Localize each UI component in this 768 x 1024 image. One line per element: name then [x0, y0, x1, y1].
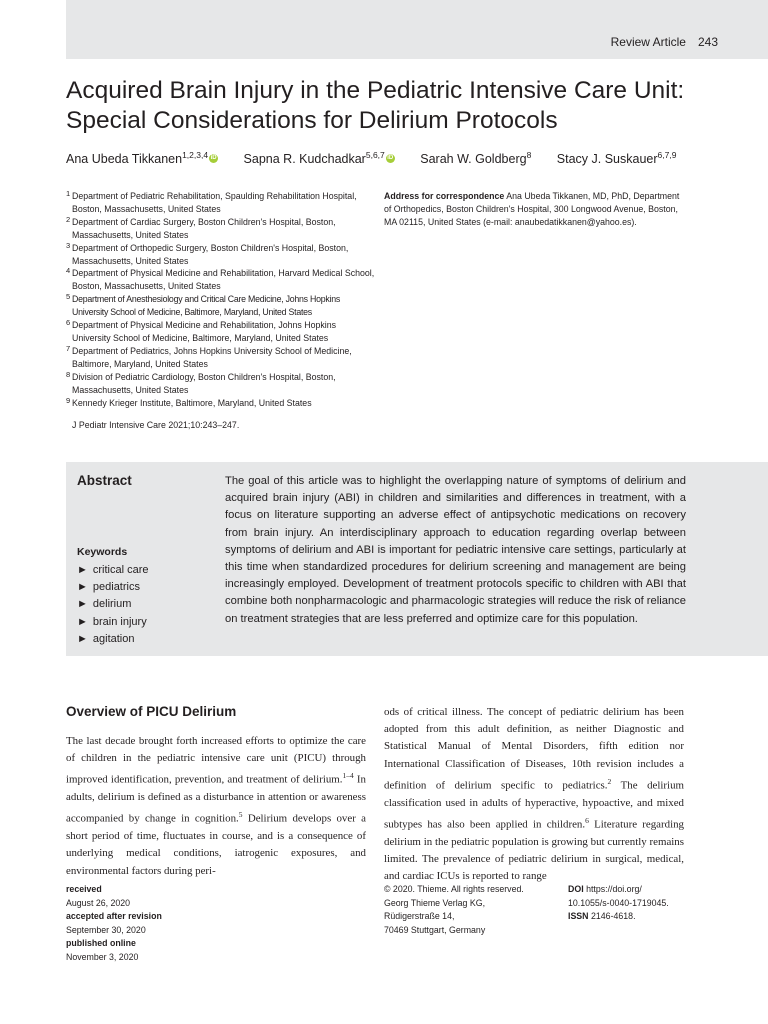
section-label: Review Article — [610, 35, 686, 49]
running-head — [611, 35, 718, 49]
arrow-icon: ► — [77, 581, 88, 594]
keyword-item[interactable]: ► delirium — [77, 598, 132, 611]
author[interactable]: Ana Ubeda Tikkanen$^{1,2,3,4}$ iD — [66, 150, 217, 167]
citation-ref[interactable]: 5 — [238, 810, 243, 820]
arrow-icon: ► — [77, 632, 88, 645]
affiliation: 7 Department of Pediatrics, Johns Hopkins University School of Medicine, Baltimore, Maryland, United States — [66, 343, 352, 369]
affiliation: 6 Department of Physical Medicine and Rehabilitation, Johns Hopkins University School of Medicine, Baltimore, Maryland, United States — [66, 318, 337, 343]
affiliation: 1 Department of Pediatric Rehabilitation, Spaulding Rehabilitation Hospital, Boston, Massachusetts, United States — [66, 189, 357, 214]
published-date: November 3, 2020 — [66, 951, 139, 962]
received-date: August 26, 2020 — [66, 897, 131, 908]
keyword-item[interactable]: ► critical care — [77, 564, 149, 576]
arrow-icon: ► — [77, 564, 88, 576]
body-text-left: The last decade brought forth increased efforts to optimize the care of children in the pediatric intensive care unit (PICU) through improved identification, prevention, and treatment of delirium.$^{1-4}$ In adults, delirium is defined as a disturbance in attention or awareness accompanied by change in cognition.$^5$ Delirium develops over a short period of time, fluctuates in course, and is a consequence of underlying medical conditions, iatrogenic exposures, and environmental factors during peri- — [66, 735, 366, 877]
affiliation: 8 Division of Pediatric Cardiology, Boston Children's Hospital, Boston, Massachusetts, United States — [66, 369, 336, 395]
correspondence-text: Ana Ubeda Tikkanen, MD, PhD, Department of Orthopedics, Boston Children's Hospital, 300 Longwood Avenue, Boston, MA 02115, United States (e-mail: anaubedatikkanen@yahoo.es). — [384, 191, 680, 227]
author[interactable]: Stacy J. Suskauer$^{6,7,9}$ — [556, 150, 677, 167]
affiliation: 9 Kennedy Krieger Institute, Baltimore, Maryland, United States — [66, 395, 312, 408]
abstract-text: The goal of this article was to highlight the overlapping nature of symptoms of delirium and acquired brain injury (ABI) in children and similarities and differences in treatment, with a focus on literature supporting an adverse effect of antipsychotic medications on recovery from brain injury. An interdisciplinary approach to education regarding overlap between symptoms of delirium and ABI is important for pediatric intensive care settings, particularly at this time when standardized procedures for delirium screening and management are being increasingly employed. Development of treatment protocols specific to children with ABI that combine both nonpharmacologic and pharmacologic strategies will reduce the risk of reliance on treatment strategies that are less preferred and optimize care for this population. — [225, 475, 686, 625]
citation-ref[interactable]: 6 — [585, 815, 589, 825]
affiliation: 2 Department of Cardiac Surgery, Boston Children's Hospital, Boston, Massachusetts, United States — [66, 214, 336, 240]
correspondence-label: Address for correspondence — [384, 191, 505, 201]
citation-ref[interactable]: 1–4 — [342, 771, 354, 781]
keywords-heading: Keywords — [77, 546, 128, 558]
arrow-icon: ► — [77, 615, 88, 628]
keyword-item[interactable]: ► pediatrics — [77, 581, 140, 594]
affiliation: 5 Department of Anesthesiology and Critical Care Medicine, Johns Hopkins University School of Medicine, Baltimore, Maryland, United States — [66, 292, 341, 318]
affiliation-list — [66, 190, 376, 409]
author[interactable]: Sapna R. Kudchadkar$^{5,6,7}$ iD — [243, 150, 394, 167]
published-label: published online — [66, 938, 136, 949]
affiliation: 3 Department of Orthopedic Surgery, Boston Children's Hospital, Boston, Massachusetts, United States — [66, 240, 349, 266]
header-band — [66, 0, 768, 59]
doi-block — [568, 883, 669, 924]
accepted-date: September 30, 2020 — [66, 924, 146, 935]
doi-url[interactable]: https://doi.org/ — [586, 884, 642, 894]
orcid-icon[interactable]: iD — [387, 155, 394, 162]
keyword-item[interactable]: ► brain injury — [77, 615, 147, 628]
keyword-item[interactable]: ► agitation — [77, 632, 135, 645]
affiliation: 4 Department of Physical Medicine and Rehabilitation, Harvard Medical School, Boston, Massachusetts, United States — [66, 266, 375, 292]
author[interactable]: Sarah W. Goldberg$^8$ — [420, 150, 532, 167]
orcid-icon[interactable]: iD — [210, 155, 217, 162]
issn-label: ISSN — [568, 911, 589, 922]
section-heading: Overview of PICU Delirium — [66, 704, 237, 719]
publication-dates — [66, 883, 162, 965]
page-number: 243 — [697, 35, 718, 49]
citation-ref[interactable]: 2 — [607, 776, 612, 786]
article-title: Acquired Brain Injury in the Pediatric Intensive Care Unit: Special Considerations for Delirium Protocols — [66, 77, 685, 134]
doi-value[interactable]: 10.1055/s-0040-1719045. — [568, 897, 669, 908]
abstract-heading: Abstract — [77, 473, 132, 488]
author-list — [66, 150, 698, 166]
received-label: received — [66, 884, 102, 894]
accepted-label: accepted after revision — [66, 911, 162, 922]
correspondence-address — [384, 190, 684, 229]
journal-citation: J Pediatr Intensive Care 2021;10:243–247. — [72, 420, 240, 430]
keywords-list — [77, 562, 149, 648]
copyright-block: © 2020. Thieme. All rights reserved. Georg Thieme Verlag KG, Rüdigerstraße 14, 70469 Stuttgart, Germany — [384, 884, 524, 935]
arrow-icon: ► — [77, 598, 88, 611]
issn-value: 2146-4618. — [591, 911, 636, 922]
doi-label: DOI — [568, 884, 584, 894]
body-text-right: ods of critical illness. The concept of pediatric delirium has been adopted from this adult definition, as neither Diagnostic and Statistical Manual of Mental Disorders, fifth edition nor International Classification of Diseases, 10th revision includes a definition of delirium specific to pediatrics.$^2$ The delirium classification used in adults of hyperactive, hypoactive, and mixed subtypes has also been applied in children.$^6$ Literature regarding delirium in the pediatric population is growing but currently remains limited. The prevalence of pediatric delirium in surgical, medical, and cardiac ICUs is reported to range — [384, 706, 684, 883]
